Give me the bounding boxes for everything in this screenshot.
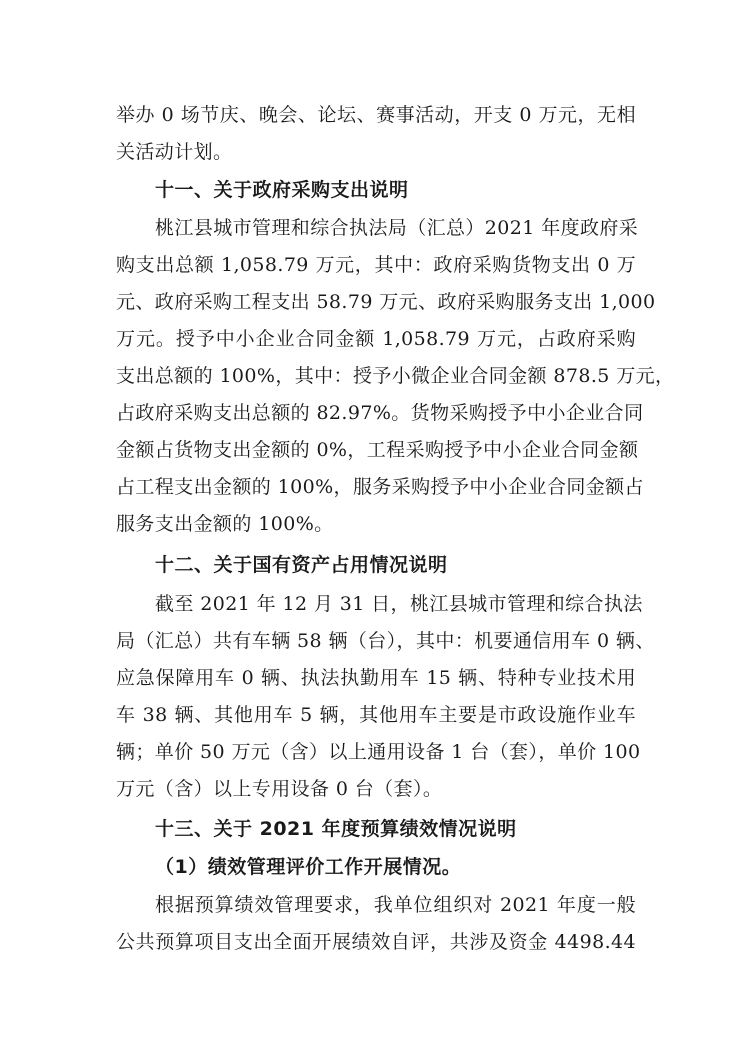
paragraph-line: 截至 2021 年 12 月 31 日，桃江县城市管理和综合执法 <box>155 593 643 615</box>
paragraph-line: 元、政府采购工程支出 58.79 万元、政府采购服务支出 1,000 <box>116 291 656 313</box>
paragraph-line: 辆；单价 50 万元（含）以上通用设备 1 台（套），单价 100 <box>116 741 641 763</box>
paragraph-line: 服务支出金额的 100%。 <box>116 513 334 535</box>
paragraph-line: 万元。授予中小企业合同金额 1,058.79 万元，占政府采购 <box>116 328 636 350</box>
section-heading-11: 十一、关于政府采购支出说明 <box>155 179 409 201</box>
paragraph-line: 万元（含）以上专用设备 0 台（套）。 <box>116 778 443 800</box>
paragraph-line: 应急保障用车 0 辆、执法执勤用车 15 辆、特种专业技术用 <box>116 667 636 689</box>
paragraph-line: 金额占货物支出金额的 0%，工程采购授予中小企业合同金额 <box>116 439 639 461</box>
paragraph-line: 支出总额的 100%，其中：授予小微企业合同金额 878.5 万元， <box>116 365 675 387</box>
section-heading-13: 十三、关于 2021 年度预算绩效情况说明 <box>155 818 517 840</box>
subsection-heading: （1）绩效管理评价工作开展情况。 <box>155 856 462 878</box>
section-heading-12: 十二、关于国有资产占用情况说明 <box>155 554 448 576</box>
paragraph-line: 占工程支出金额的 100%，服务采购授予中小企业合同金额占 <box>116 476 644 498</box>
paragraph-line: 购支出总额 1,058.79 万元，其中：政府采购货物支出 0 万 <box>116 254 636 276</box>
paragraph-line: 桃江县城市管理和综合执法局（汇总）2021 年度政府采 <box>155 217 639 239</box>
paragraph-line: 关活动计划。 <box>116 141 233 163</box>
paragraph-line: 根据预算绩效管理要求，我单位组织对 2021 年度一般 <box>155 894 636 916</box>
paragraph-line: 车 38 辆、其他用车 5 辆，其他用车主要是市政设施作业车 <box>116 704 636 726</box>
paragraph-line: 公共预算项目支出全面开展绩效自评，共涉及资金 4498.44 <box>116 931 636 953</box>
paragraph-line: 局（汇总）共有车辆 58 辆（台），其中：机要通信用车 0 辆、 <box>116 630 655 652</box>
paragraph-line: 举办 0 场节庆、晚会、论坛、赛事活动，开支 0 万元，无相 <box>116 104 636 126</box>
paragraph-line: 占政府采购支出总额的 82.97%。货物采购授予中小企业合同 <box>116 402 644 424</box>
